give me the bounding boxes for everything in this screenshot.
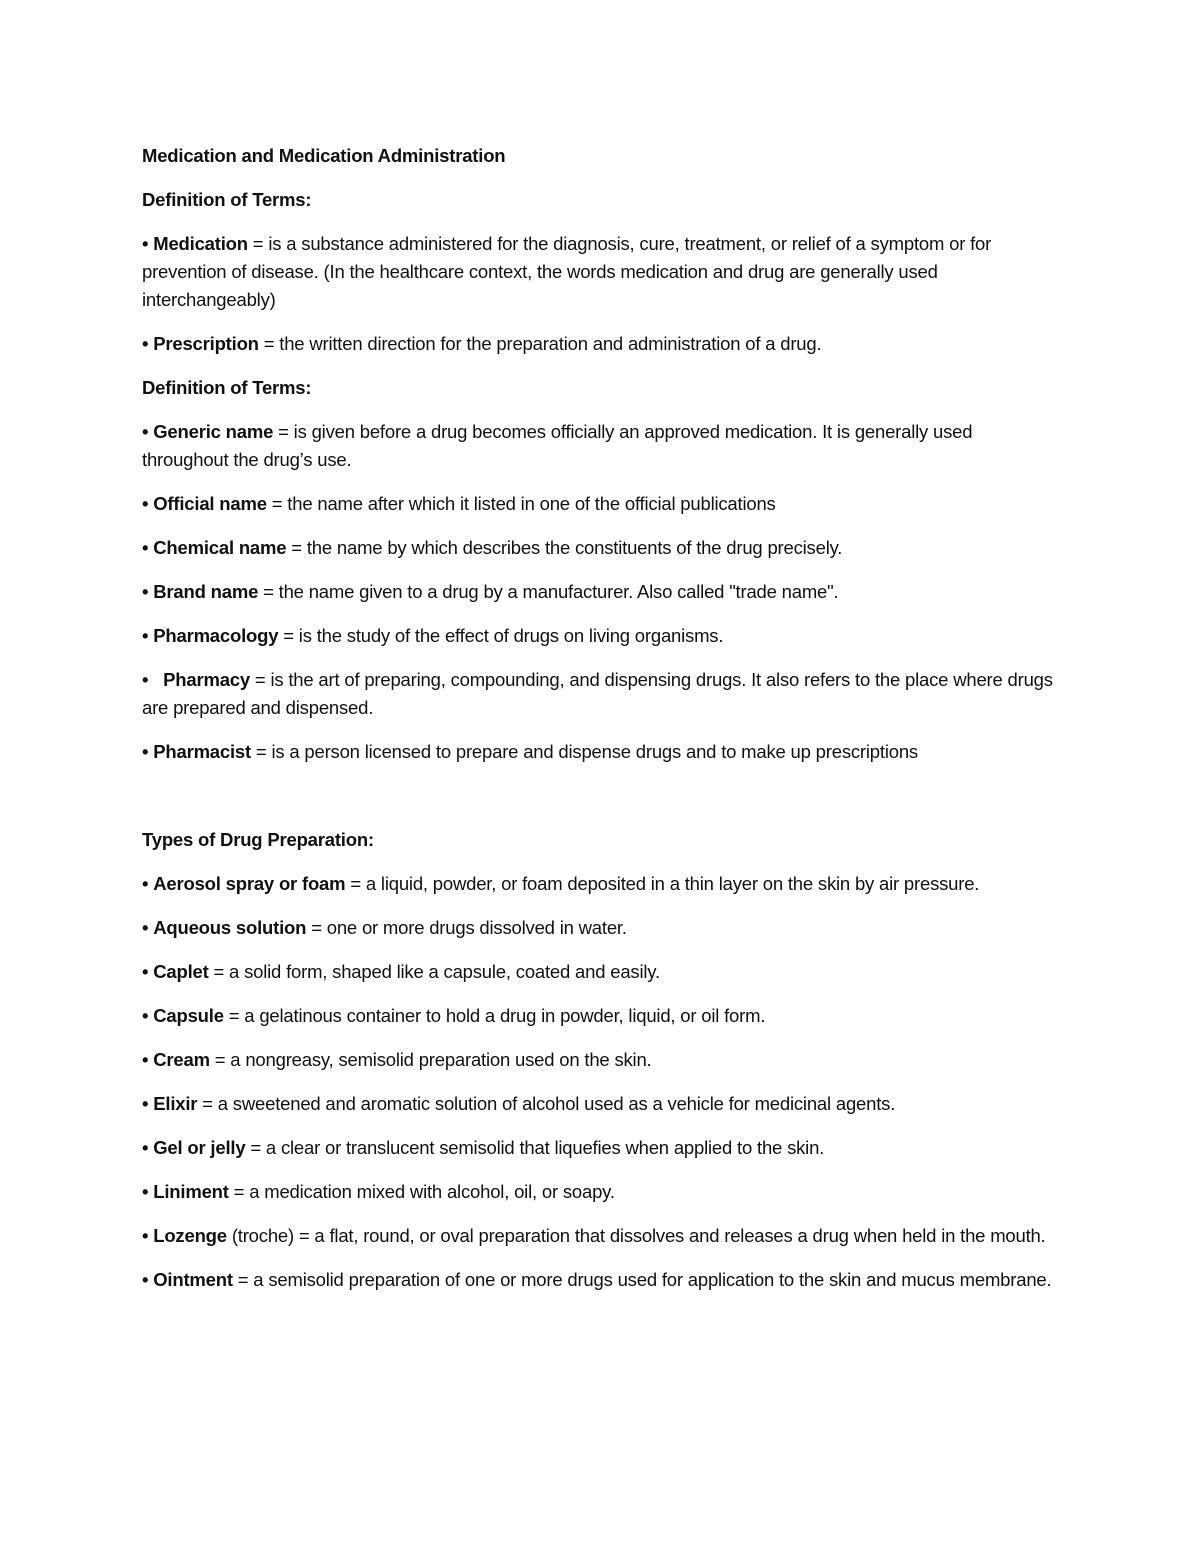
bullet-icon: • [142,873,149,894]
document-page [142,142,1062,1310]
term-label: Aerosol spray or foam [153,873,346,894]
list-item-official-name [142,490,1062,518]
term-definition: (troche) = a flat, round, or oval preparation that dissolves and releases a drug when held in the mouth. [226,1225,1046,1246]
term-definition: = a liquid, powder, or foam deposited in a thin layer on the skin by air pressure. [345,873,980,894]
bullet-icon: • [142,1181,149,1202]
bullet-icon: • [142,1225,149,1246]
list-item-liniment [142,1178,1062,1206]
list-item-prescription [142,330,1062,358]
term-label: Lozenge [153,1225,227,1246]
list-item-caplet [142,958,1062,986]
term-label: Caplet [153,961,209,982]
list-item-generic-name [142,418,1062,474]
bullet-icon: • [142,333,149,354]
term-label: Generic name [153,421,274,442]
list-item-aqueous-solution [142,914,1062,942]
term-definition: = one or more drugs dissolved in water. [306,917,627,938]
term-definition: = a gelatinous container to hold a drug in powder, liquid, or oil form. [223,1005,766,1026]
term-label: Pharmacy [163,669,250,690]
bullet-icon: • [142,1093,149,1114]
list-item-cream [142,1046,1062,1074]
bullet-icon: • [142,961,149,982]
term-label: Pharmacology [153,625,279,646]
term-label: Brand name [153,581,259,602]
list-item-lozenge [142,1222,1062,1250]
bullet-icon: • [142,537,149,558]
list-item-pharmacology [142,622,1062,650]
list-item-ointment [142,1266,1062,1294]
term-definition: = is the study of the effect of drugs on living organisms. [278,625,724,646]
list-item-elixir [142,1090,1062,1118]
term-definition: = a medication mixed with alcohol, oil, or soapy. [228,1181,615,1202]
bullet-icon: • [142,1049,149,1070]
term-label: Official name [153,493,267,514]
blank-line [142,782,1062,826]
term-definition: = is a person licensed to prepare and dispense drugs and to make up prescriptions [250,741,918,762]
bullet-icon: • [142,233,149,254]
list-item-capsule [142,1002,1062,1030]
term-definition: = is a substance administered for the diagnosis, cure, treatment, or relief of a symptom or for prevention of disease. (In the healthcare context, the words medication and drug are generally used interchangeably) [142,233,992,310]
list-item-brand-name [142,578,1062,606]
term-definition: = is the art of preparing, compounding, and dispensing drugs. It also refers to the place where drugs are prepared and dispensed. [142,669,1053,718]
term-label: Liniment [153,1181,229,1202]
document-title: Medication and Medication Administration [142,145,506,166]
list-item-pharmacist [142,738,1062,766]
list-item-aerosol [142,870,1062,898]
term-definition: = the name by which describes the constituents of the drug precisely. [286,537,843,558]
term-label: Cream [153,1049,210,1070]
term-definition: = the written direction for the preparation and administration of a drug. [258,333,822,354]
bullet-icon: • [142,421,149,442]
term-definition: = a semisolid preparation of one or more drugs used for application to the skin and mucus membrane. [232,1269,1052,1290]
bullet-icon: • [142,493,149,514]
section-heading-definitions-2: Definition of Terms: [142,377,312,398]
bullet-icon: • [142,1137,149,1158]
bullet-icon: • [142,1005,149,1026]
term-label: Aqueous solution [153,917,307,938]
bullet-icon: • [142,581,149,602]
term-label: Gel or jelly [153,1137,246,1158]
list-item-chemical-name [142,534,1062,562]
term-label: Prescription [153,333,259,354]
bullet-icon: • [142,917,149,938]
list-item-gel-or-jelly [142,1134,1062,1162]
bullet-icon: • [142,625,149,646]
term-label: Capsule [153,1005,224,1026]
section-heading-drug-preparation: Types of Drug Preparation: [142,829,374,850]
term-definition: = a sweetened and aromatic solution of alcohol used as a vehicle for medicinal agents. [197,1093,896,1114]
term-definition: = is given before a drug becomes officially an approved medication. It is generally used throughout the drug’s use. [142,421,973,470]
list-item-medication [142,230,1062,314]
bullet-icon: • [142,669,159,690]
term-definition: = a nongreasy, semisolid preparation used on the skin. [209,1049,652,1070]
bullet-icon: • [142,1269,149,1290]
term-definition: = the name after which it listed in one of the official publications [266,493,776,514]
section-heading-definitions-1: Definition of Terms: [142,189,312,210]
term-label: Elixir [153,1093,198,1114]
term-label: Medication [153,233,248,254]
bullet-icon: • [142,741,149,762]
term-definition: = the name given to a drug by a manufacturer. Also called "trade name". [258,581,839,602]
term-label: Ointment [153,1269,233,1290]
term-definition: = a clear or translucent semisolid that liquefies when applied to the skin. [245,1137,825,1158]
term-label: Chemical name [153,537,287,558]
term-label: Pharmacist [153,741,251,762]
term-definition: = a solid form, shaped like a capsule, coated and easily. [208,961,660,982]
list-item-pharmacy [142,666,1062,722]
